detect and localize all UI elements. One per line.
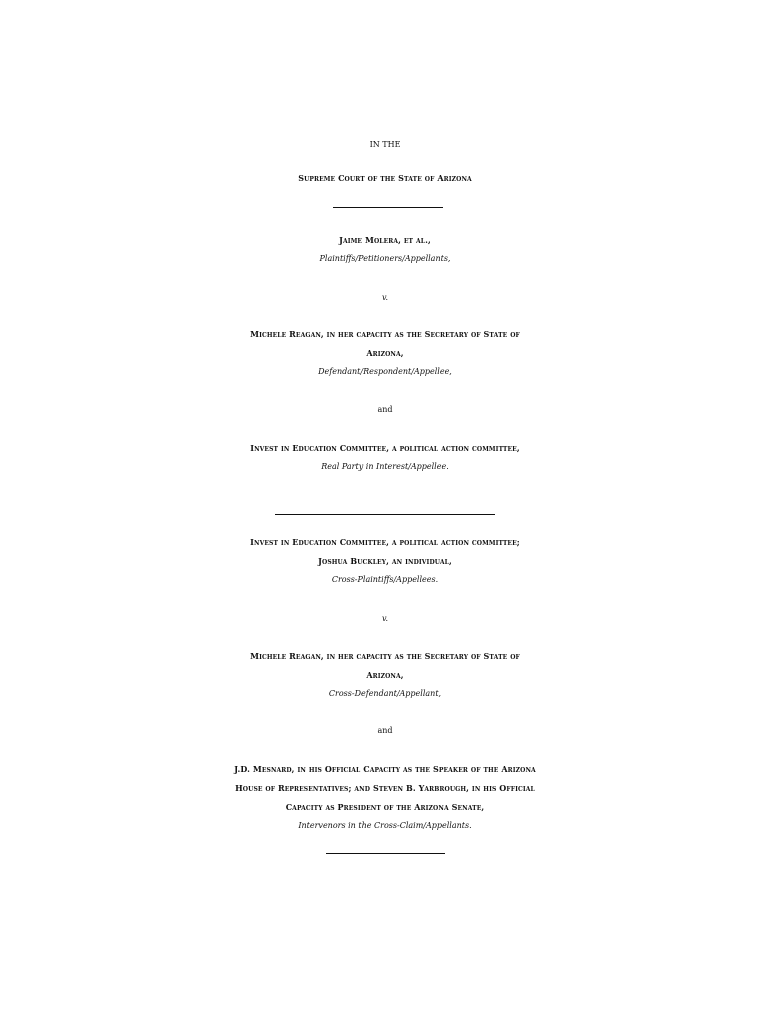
real-party-name: Invest in Education Committee, a political action committee, (250, 443, 520, 453)
intervenor-line-1: J.D. Mesnard, in his Official Capacity as the Speaker of the Arizona (234, 764, 536, 774)
defendant-role: Defendant/Respondent/Appellee, (318, 367, 452, 376)
intervenor-role: Intervenors in the Cross-Claim/Appellants. (298, 821, 472, 830)
versus-2: v. (381, 614, 389, 623)
defendant-line-1: Michele Reagan, in her capacity as the Secretary of State of (250, 329, 520, 339)
intervenor-line-2: House of Representatives; and Steven B. Yarbrough, in his Official (235, 783, 535, 793)
real-party-role: Real Party in Interest/Appellee. (321, 462, 449, 471)
heading-rule (333, 207, 443, 208)
cross-defendant-role: Cross-Defendant/Appellant, (328, 689, 442, 698)
versus-1: v. (381, 293, 389, 302)
plaintiff-role: Plaintiffs/Petitioners/Appellants, (319, 254, 451, 263)
court-name-heading: Supreme Court of the State of Arizona (298, 173, 472, 183)
and-1: and (377, 405, 393, 414)
cross-defendant-line-1: Michele Reagan, in her capacity as the Secretary of State of (250, 651, 520, 661)
intervenor-line-3: Capacity as President of the Arizona Senate, (285, 802, 485, 812)
caption-separator-rule (275, 514, 495, 515)
plaintiff-name: Jaime Molera, et al., (339, 235, 431, 245)
cross-plaintiff-line-2: Joshua Buckley, an individual, (318, 556, 452, 566)
cross-plaintiff-role: Cross-Plaintiffs/Appellees. (331, 575, 439, 584)
in-the-heading: IN THE (369, 140, 401, 149)
cross-plaintiff-line-1: Invest in Education Committee, a political action committee; (250, 537, 520, 547)
cross-defendant-line-2: Arizona, (366, 670, 404, 680)
defendant-line-2: Arizona, (366, 348, 404, 358)
and-2: and (377, 726, 393, 735)
closing-rule (326, 853, 445, 854)
